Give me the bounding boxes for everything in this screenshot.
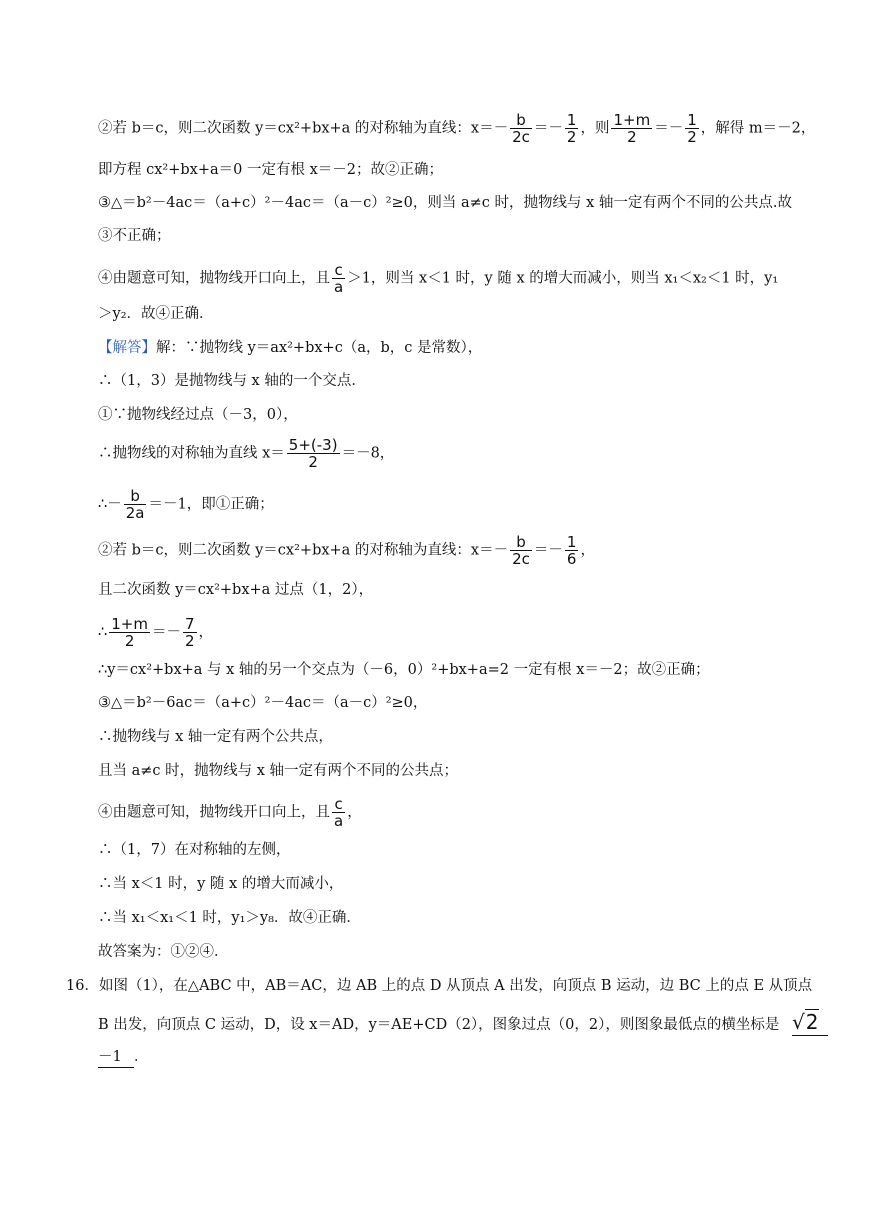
- fraction: $\frac{b}{2c}$: [512, 533, 530, 568]
- text: ，: [580, 542, 595, 559]
- answer-blank-continued: －1: [98, 1047, 134, 1068]
- text: ＝－1，即①正确；: [148, 496, 274, 513]
- fraction: $\frac{1+m}{2}$: [613, 111, 651, 146]
- text: ④由题意可知，抛物线开口向上，且: [98, 804, 330, 821]
- line-21: ∴当 x＜1 时，y 随 x 的增大而减小，: [98, 876, 344, 892]
- text: ＞1，则当 x＜1 时，y 随 x 的增大而减小，则当 x₁＜x₂＜1 时，y₁: [347, 270, 779, 287]
- period: ．: [134, 1049, 149, 1065]
- line-17: ∴抛物线与 x 轴一定有两个公共点，: [98, 729, 333, 745]
- text: ＝－: [533, 542, 563, 559]
- question-16-line-3: [98, 1047, 149, 1068]
- text: ，: [347, 804, 362, 821]
- text: ∴－: [98, 496, 122, 513]
- line-15: ∴y＝cx²+bx+a 与 x 轴的另一个交点为（－6，0）²+bx+a=2 一定有根 x＝－2；故②正确；: [98, 662, 710, 678]
- text: ，解得 m＝－2，: [700, 120, 816, 137]
- text: ∴抛物线的对称轴为直线 x＝: [98, 445, 285, 462]
- line-18: 且当 a≠c 时，抛物线与 x 轴一定有两个不同的公共点；: [98, 763, 459, 779]
- fraction: $\frac{1+m}{2}$: [111, 615, 148, 650]
- text: ＝－: [151, 624, 181, 641]
- line-13: 且二次函数 y＝cx²+bx+a 过点（1，2），: [98, 582, 374, 598]
- text: ＝－: [654, 120, 684, 137]
- text: ②若 b＝c，则二次函数 y＝cx²+bx+a 的对称轴为直线：x＝－: [98, 120, 509, 137]
- line-20: ∴（1，7）在对称轴的左侧，: [98, 842, 291, 858]
- line-9: ①∵抛物线经过点（－3，0），: [98, 407, 298, 423]
- line-3: ③△＝b²－4ac＝（a+c）²－4ac＝（a－c）²≥0，则当 a≠c 时，抛物线与 x 轴一定有两个不同的公共点.故: [98, 195, 793, 211]
- line-16: ③△＝b²－6ac＝（a+c）²－4ac＝（a－c）²≥0，: [98, 695, 428, 711]
- answer-tag: 【解答】: [98, 340, 156, 356]
- line-12: [98, 534, 595, 567]
- fraction: $\frac{1}{6}$: [566, 533, 577, 568]
- radicand: 2: [805, 1010, 819, 1034]
- line-5: [98, 262, 778, 295]
- line-8: ∴（1，3）是抛物线与 x 轴的一个交点．: [98, 373, 366, 389]
- line-22: ∴当 x₁＜x₁＜1 时，y₁＞y₈．故④正确．: [98, 910, 361, 926]
- question-16-line-2: [98, 1012, 828, 1036]
- line-4: ③不正确；: [98, 228, 171, 244]
- text: ＝－8，: [341, 445, 395, 462]
- answer-blank: [792, 1012, 828, 1036]
- fraction: $\frac{1}{2}$: [687, 111, 697, 146]
- text: ∴: [98, 624, 108, 641]
- fraction: $\frac{c}{a}$: [334, 795, 344, 830]
- fraction: $\frac{b}{2a}$: [125, 487, 145, 522]
- text: ＝－: [533, 120, 563, 137]
- sqrt-expression: [792, 1009, 819, 1034]
- fraction: $\frac{7}{2}$: [184, 615, 195, 650]
- text: ②若 b＝c，则二次函数 y＝cx²+bx+a 的对称轴为直线：x＝－: [98, 542, 509, 559]
- fraction: $\frac{b}{2c}$: [512, 111, 530, 146]
- text: ，: [198, 624, 214, 641]
- fraction: $\frac{c}{a}$: [334, 261, 344, 296]
- line-11: [98, 488, 274, 521]
- text: B 出发，向顶点 C 运动，D，设 x＝AD，y＝AE+CD（2），图象过点（0，2），则图象最低点的横坐标是: [98, 1017, 780, 1033]
- line-19: [98, 796, 362, 829]
- line-7: [98, 338, 482, 358]
- line-2: 即方程 cx²+bx+a＝0 一定有根 x＝－2；故②正确；: [98, 162, 443, 178]
- text: ，则: [580, 120, 610, 137]
- fraction: $\frac{1}{2}$: [566, 111, 577, 146]
- line-23: 故答案为：①②④．: [98, 944, 229, 960]
- line-10: [98, 437, 394, 470]
- line-6: ＞y₂．故④正确．: [98, 306, 214, 322]
- fraction: $\frac{5+(-3)}{2}$: [288, 436, 338, 471]
- text: 解：∵抛物线 y＝ax²+bx+c（a，b，c 是常数），: [156, 340, 483, 356]
- question-16-line-1: 16．如图（1），在△ABC 中，AB＝AC，边 AB 上的点 D 从顶点 A 出发，向顶点 B 运动，边 BC 上的点 E 从顶点: [66, 978, 813, 994]
- line-14: [98, 616, 213, 649]
- sqrt-symbol: √: [792, 1010, 805, 1034]
- line-1: [98, 112, 815, 145]
- text: ④由题意可知，抛物线开口向上，且: [98, 270, 330, 287]
